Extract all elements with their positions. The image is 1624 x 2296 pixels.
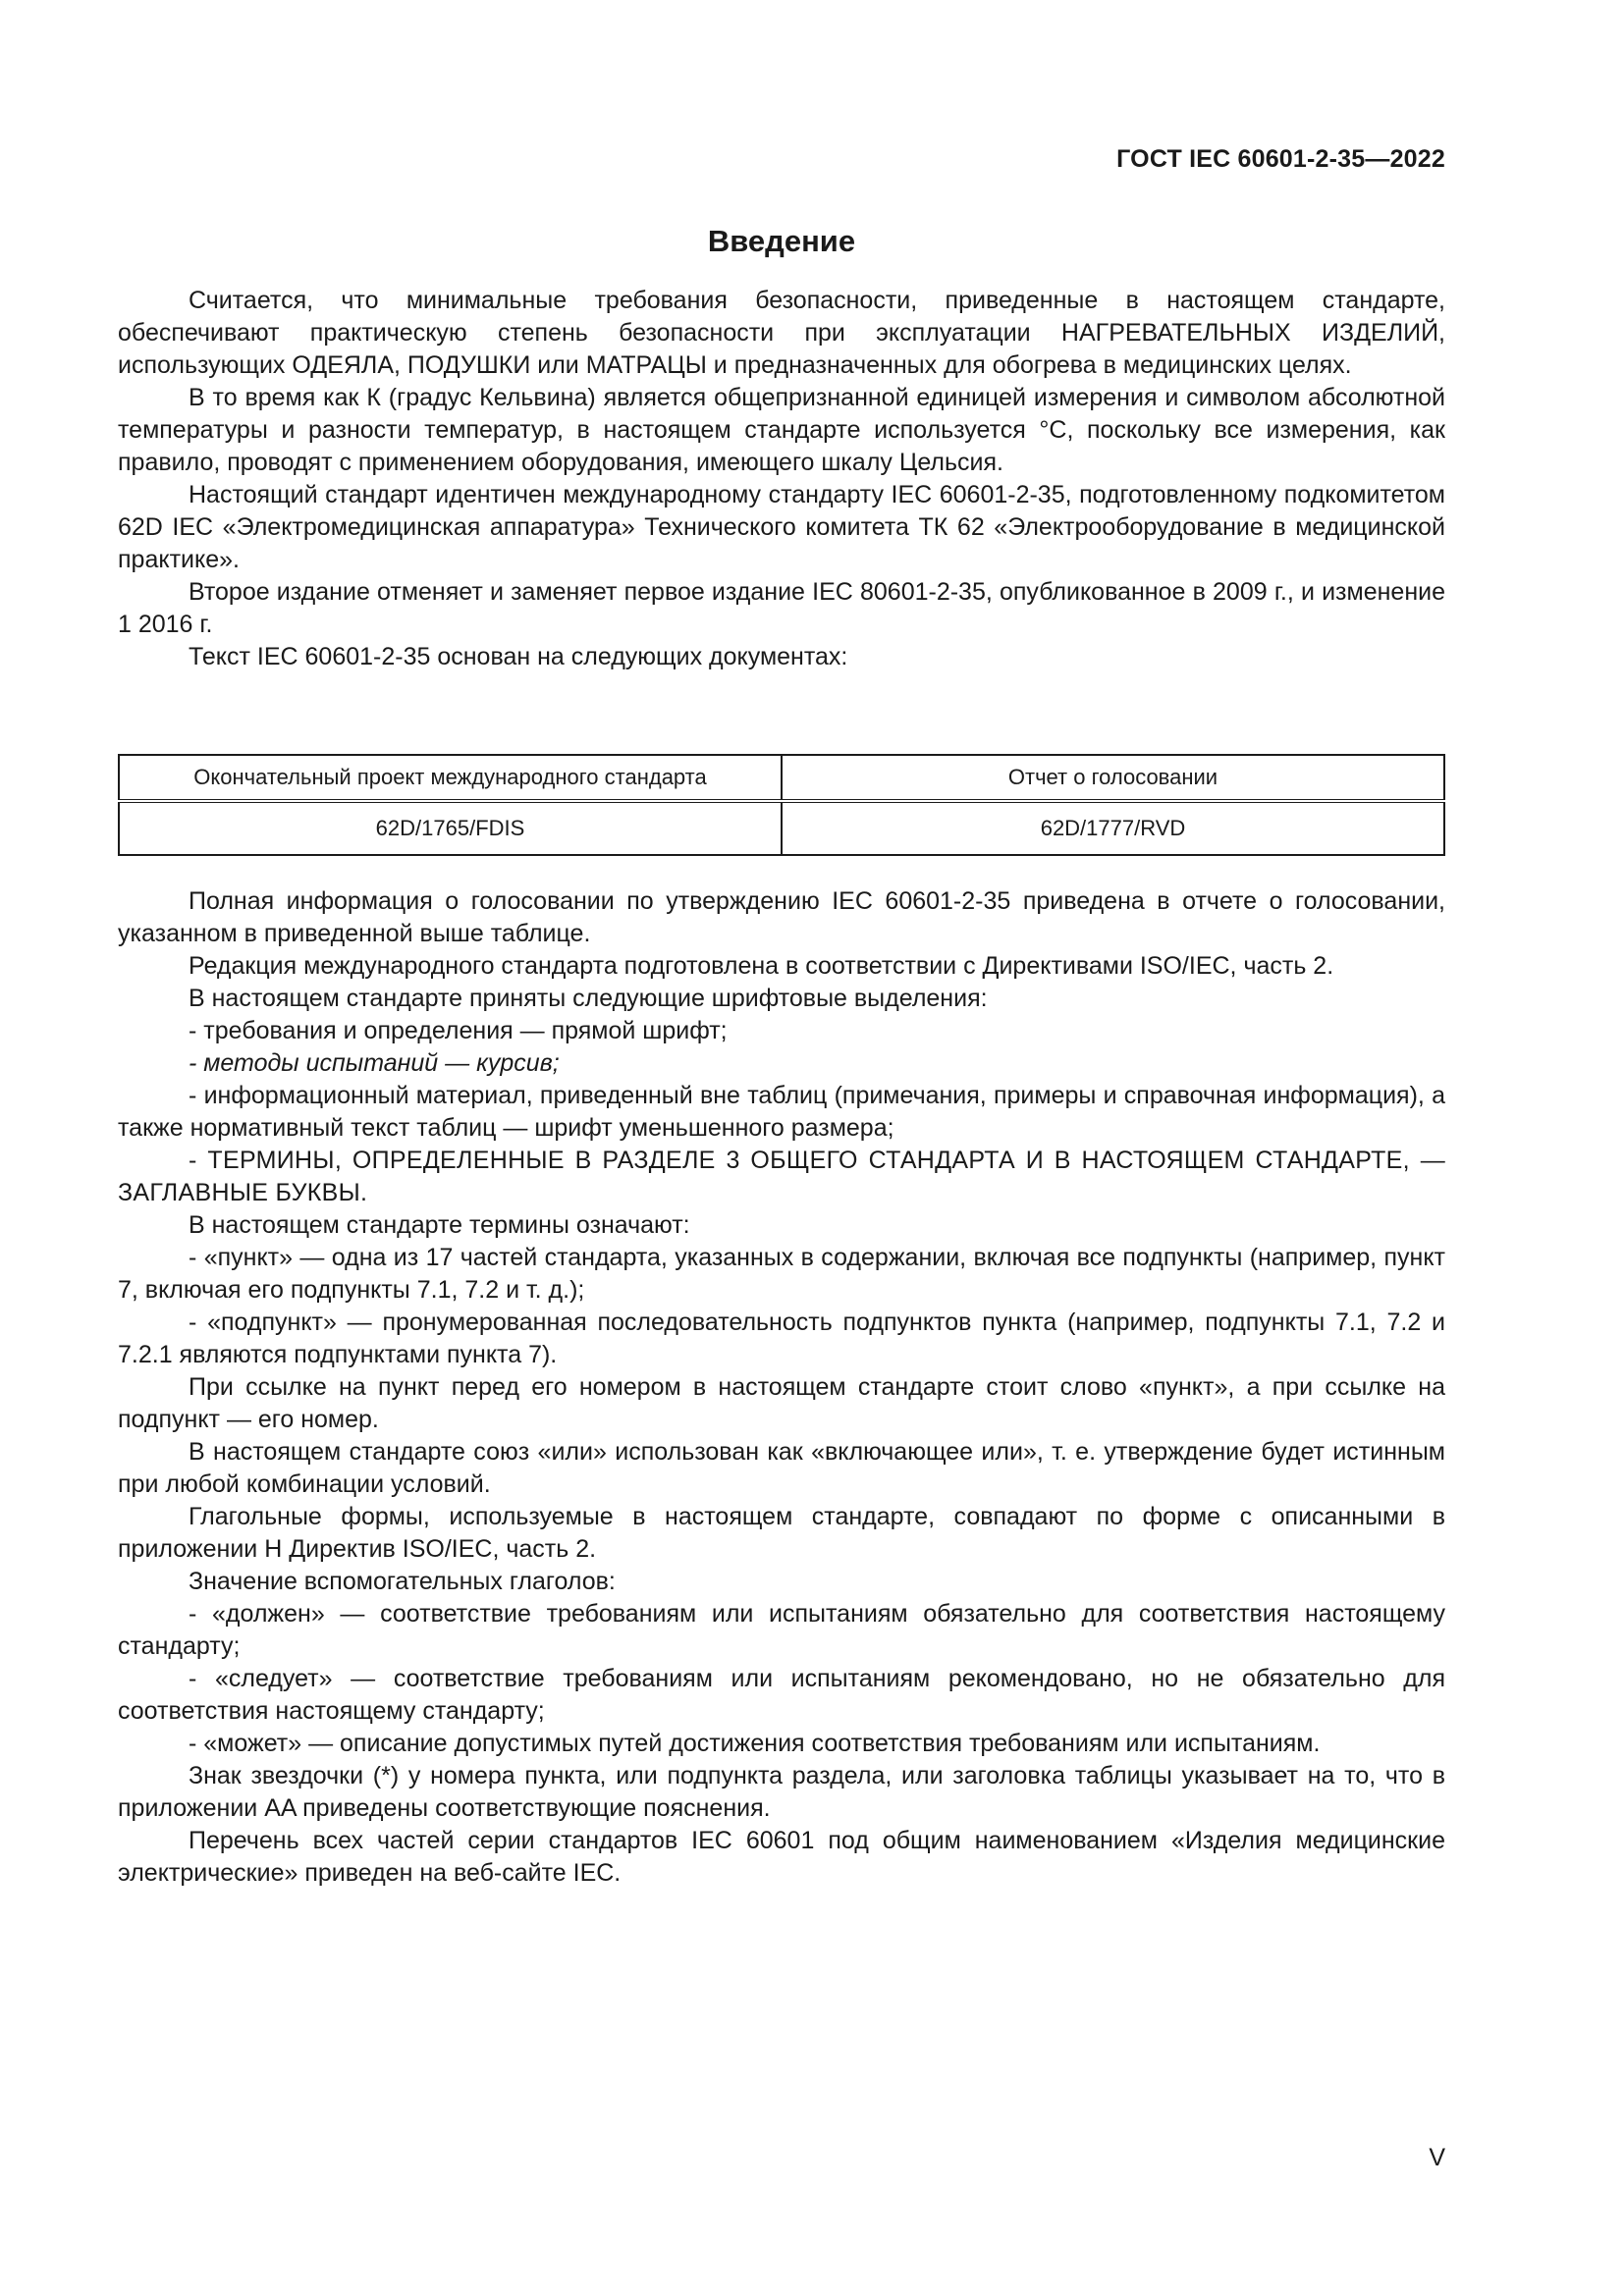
list-item: - ТЕРМИНЫ, ОПРЕДЕЛЕННЫЕ В РАЗДЕЛЕ 3 ОБЩЕГО СТАНДАРТА И В НАСТОЯЩЕМ СТАНДАРТЕ, — ЗАГЛАВНЫЕ БУКВЫ. [118, 1147, 1445, 1206]
table-header-cell: Окончательный проект международного стандарта [119, 755, 782, 801]
paragraph: Считается, что минимальные требования безопасности, приведенные в настоящем стандарте, обеспечивают практическую степень безопасности при эксплуатации НАГРЕВАТЕЛЬНЫХ ИЗДЕЛИЙ, использующих ОДЕЯЛА, ПОДУШКИ или МАТРАЦЫ и предназначенных для обогрева в медицинских целях. [118, 287, 1445, 379]
table-header-cell: Отчет о голосовании [782, 755, 1444, 801]
list-item: - «должен» — соответствие требованиям или испытаниям обязательно для соответствия настоящему стандарту; [118, 1600, 1445, 1660]
paragraph: Редакция международного стандарта подготовлена в соответствии с Директивами ISO/IEC, часть 2. [189, 952, 1334, 980]
list-item: - требования и определения — прямой шрифт; [189, 1017, 728, 1044]
document-code: ГОСТ IEC 60601-2-35—2022 [1116, 145, 1445, 173]
documents-table [118, 754, 1445, 856]
list-item: - «может» — описание допустимых путей достижения соответствия требованиям или испытаниям. [189, 1730, 1321, 1757]
list-item: - «пункт» — одна из 17 частей стандарта, указанных в содержании, включая все подпункты (например, пункт 7, включая его подпункты 7.1, 7.2 и т. д.); [118, 1244, 1445, 1304]
paragraph: В настоящем стандарте приняты следующие шрифтовые выделения: [189, 985, 988, 1012]
table-cell: 62D/1777/RVD [782, 801, 1444, 855]
table-header-row [119, 755, 1444, 801]
paragraph: Второе издание отменяет и заменяет первое издание IEC 80601-2-35, опубликованное в 2009 г., и изменение 1 2016 г. [118, 578, 1445, 638]
paragraph: В настоящем стандарте термины означают: [189, 1211, 690, 1239]
page-number: V [1429, 2144, 1445, 2171]
table-row [119, 801, 1444, 855]
intro-text-top [118, 285, 1445, 673]
section-title: Введение [707, 224, 856, 258]
paragraph: Перечень всех частей серии стандартов IEC 60601 под общим наименованием «Изделия медицинские электрические» приведен на веб-сайте IEC. [118, 1827, 1445, 1887]
paragraph: В настоящем стандарте союз «или» использован как «включающее или», т. е. утверждение будет истинным при любой комбинации условий. [118, 1438, 1445, 1498]
list-item: - информационный материал, приведенный вне таблиц (примечания, примеры и справочная информация), а также нормативный текст таблиц — шрифт уменьшенного размера; [118, 1082, 1445, 1142]
list-item: - «следует» — соответствие требованиям или испытаниям рекомендовано, но не обязательно для соответствия настоящему стандарту; [118, 1665, 1445, 1725]
paragraph: Текст IEC 60601-2-35 основан на следующих документах: [189, 643, 848, 670]
intro-text-bottom [118, 885, 1445, 1890]
paragraph: Полная информация о голосовании по утверждению IEC 60601-2-35 приведена в отчете о голосовании, указанном в приведенной выше таблице. [118, 887, 1445, 947]
table-cell: 62D/1765/FDIS [119, 801, 782, 855]
paragraph: При ссылке на пункт перед его номером в настоящем стандарте стоит слово «пункт», а при ссылке на подпункт — его номер. [118, 1373, 1445, 1433]
paragraph: Знак звездочки (*) у номера пункта, или подпункта раздела, или заголовка таблицы указывает на то, что в приложении AA приведены соответствующие пояснения. [118, 1762, 1445, 1822]
paragraph: Значение вспомогательных глаголов: [189, 1568, 616, 1595]
paragraph: Глагольные формы, используемые в настоящем стандарте, совпадают по форме с описанными в приложении H Директив ISO/IEC, часть 2. [118, 1503, 1445, 1563]
paragraph: Настоящий стандарт идентичен международному стандарту IEC 60601-2-35, подготовленному подкомитетом 62D IEC «Электромедицинская аппаратура» Технического комитета ТК 62 «Электрооборудование в медицинской практике». [118, 481, 1445, 573]
paragraph: В то время как К (градус Кельвина) является общепризнанной единицей измерения и символом абсолютной температуры и разности температур, в настоящем стандарте используется °C, поскольку все измерения, как правило, проводят с применением оборудования, имеющего шкалу Цельсия. [118, 384, 1445, 476]
list-item: - «подпункт» — пронумерованная последовательность подпунктов пункта (например, подпункты 7.1, 7.2 и 7.2.1 являются подпунктами пункта 7). [118, 1308, 1445, 1368]
list-item: - методы испытаний — курсив; [189, 1049, 560, 1077]
